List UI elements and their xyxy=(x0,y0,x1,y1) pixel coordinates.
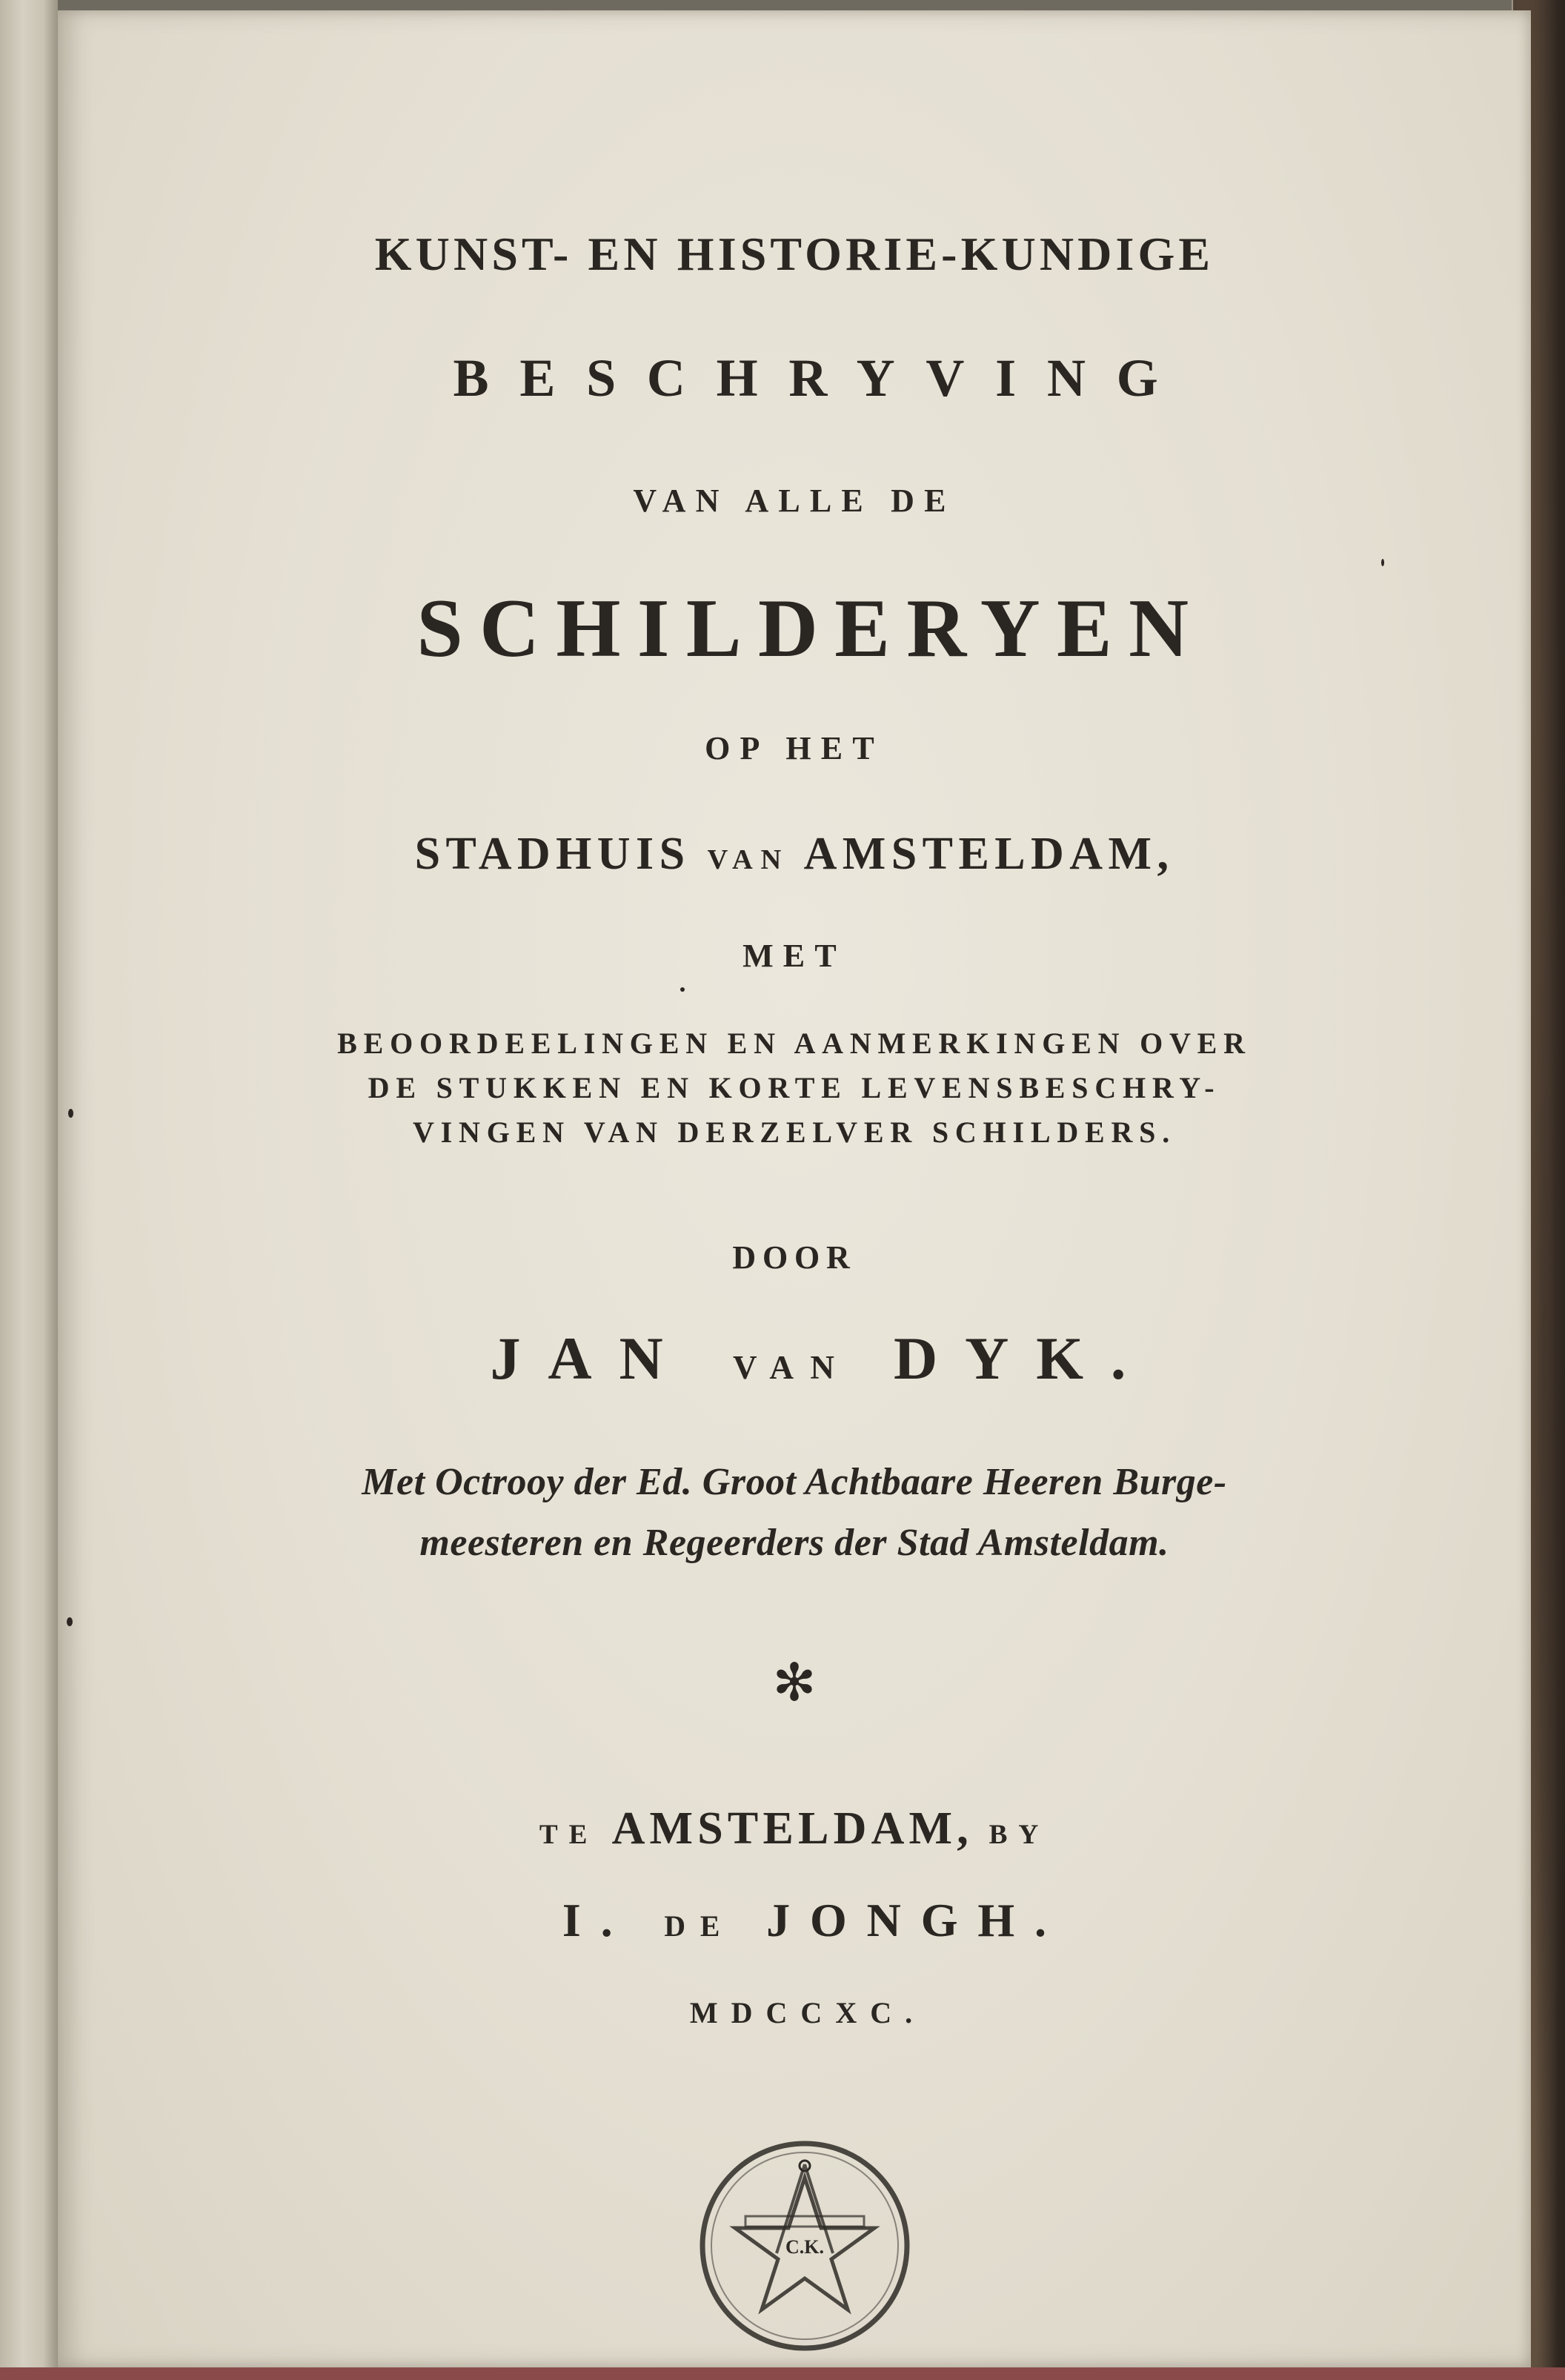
description-line: BEOORDEELINGEN EN AANMERKINGEN OVER xyxy=(337,1027,1252,1060)
imprint-year: MDCCXC. xyxy=(689,1996,926,2029)
description-line: DE STUKKEN EN KORTE LEVENSBESCHRY- xyxy=(368,1071,1221,1104)
title-line-van-alle-de: VAN ALLE DE xyxy=(633,483,956,519)
title-line-met: MET xyxy=(742,938,846,974)
by-line: DOOR xyxy=(732,1239,857,1276)
title-line-beschryving: BESCHRYVING xyxy=(453,348,1189,408)
description-line: VINGEN VAN DERZELVER SCHILDERS. xyxy=(412,1116,1177,1149)
printer-initial: I. xyxy=(562,1894,633,1946)
ink-speck xyxy=(68,1109,73,1118)
amsteldam-word: AMSTELDAM, xyxy=(803,829,1174,879)
ink-speck xyxy=(67,1617,73,1626)
ink-speck xyxy=(1381,559,1384,566)
imprint-te: TE xyxy=(539,1820,599,1850)
previous-leaf-edge xyxy=(0,0,58,2380)
privilege-line: Met Octrooy der Ed. Groot Achtbaare Heeren Burge- xyxy=(362,1461,1227,1503)
title-line-schilderyen: SCHILDERYEN xyxy=(416,583,1206,674)
title-line-stadhuis xyxy=(58,828,1531,881)
author-name xyxy=(58,1324,1558,1393)
privilege-line: meesteren en Regeerders der Stad Amsteldam. xyxy=(419,1522,1169,1564)
imprint-by: BY xyxy=(988,1820,1050,1850)
ink-speck xyxy=(680,987,685,992)
subtitle-description xyxy=(58,1021,1531,1155)
stamp-initials: C.K. xyxy=(785,2236,824,2258)
printer-name: JONGH. xyxy=(766,1894,1066,1946)
printer-particle: DE xyxy=(664,1910,735,1943)
author-last-name: DYK. xyxy=(893,1325,1154,1392)
imprint-city: AMSTELDAM, xyxy=(611,1803,973,1854)
bottom-edge xyxy=(0,2367,1565,2380)
van-word: VAN xyxy=(707,844,790,875)
title-line-kunst: KUNST- EN HISTORIE-KUNDIGE xyxy=(374,228,1215,280)
title-page xyxy=(58,10,1531,2367)
privilege-statement xyxy=(58,1452,1531,1574)
library-stamp-icon xyxy=(694,2135,916,2357)
author-first-name: JAN xyxy=(490,1325,691,1392)
stadhuis-word: STADHUIS xyxy=(414,829,691,879)
author-particle: VAN xyxy=(733,1349,851,1386)
title-line-op-het: OP HET xyxy=(705,730,884,766)
imprint-printer xyxy=(58,1893,1551,1948)
asterisk-ornament-icon: ✻ xyxy=(772,1652,817,1713)
imprint-place xyxy=(58,1803,1531,1855)
